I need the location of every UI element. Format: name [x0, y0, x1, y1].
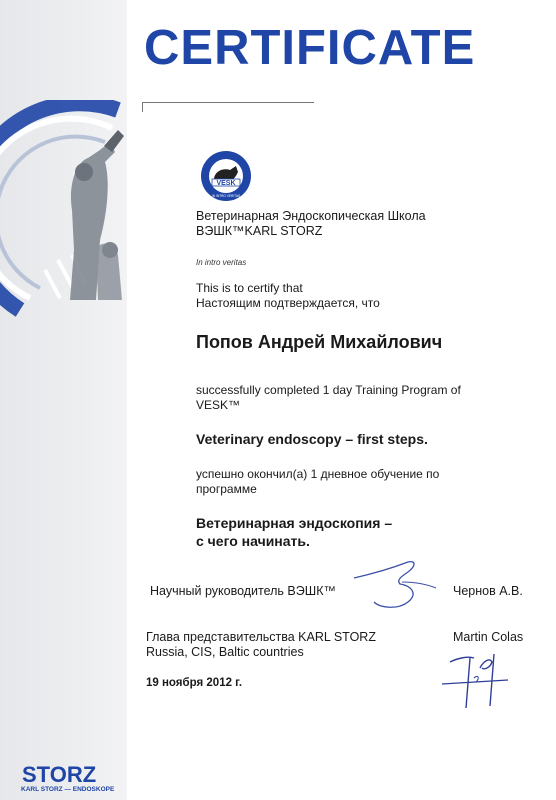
vesk-logo-ring-text: IN INTRO VERITAS	[211, 194, 241, 198]
course-title-en: Veterinary endoscopy – first steps.	[196, 431, 428, 447]
vesk-logo	[200, 150, 252, 202]
head-signature	[440, 648, 510, 710]
course-title-ru-2: с чего начинать.	[196, 533, 310, 549]
school-abbreviation: ВЭШК™KARL STORZ	[196, 224, 323, 238]
certify-line-en: This is to certify that	[196, 281, 303, 295]
supervisor-signature	[352, 556, 440, 612]
head-label-line-1: Глава представительства KARL STORZ	[146, 630, 376, 644]
completion-line-en-1: successfully completed 1 day Training Program of	[196, 383, 461, 397]
completion-line-ru-1: успешно окончил(а) 1 дневное обучение по	[196, 467, 440, 481]
completion-line-en-2: VESK™	[196, 398, 241, 412]
storz-logo-subtitle: KARL STORZ — ENDOSKOPE	[21, 786, 115, 793]
completion-line-ru-2: программе	[196, 482, 257, 496]
header-divider-tick	[142, 102, 143, 112]
certify-line-ru: Настоящим подтверждается, что	[196, 296, 380, 310]
header-divider	[142, 102, 314, 103]
course-title-ru-1: Ветеринарная эндоскопия –	[196, 515, 393, 531]
recipient-name: Попов Андрей Михайлович	[196, 332, 443, 352]
storz-logo: STORZ	[22, 762, 97, 787]
supervisor-label: Научный руководитель ВЭШК™	[150, 584, 336, 598]
issue-date: 19 ноября 2012 г.	[146, 677, 243, 689]
certificate-title: CERTIFICATE	[144, 21, 476, 75]
school-name: Ветеринарная Эндоскопическая Школа	[196, 209, 426, 223]
supervisor-name: Чернов А.В.	[453, 584, 523, 598]
school-motto: In intro veritas	[196, 258, 247, 267]
head-name: Martin Colas	[453, 630, 524, 644]
statue-emblem-image	[0, 100, 127, 330]
vesk-logo-text: VESK	[216, 180, 236, 187]
head-label-line-2: Russia, CIS, Baltic countries	[146, 645, 304, 659]
